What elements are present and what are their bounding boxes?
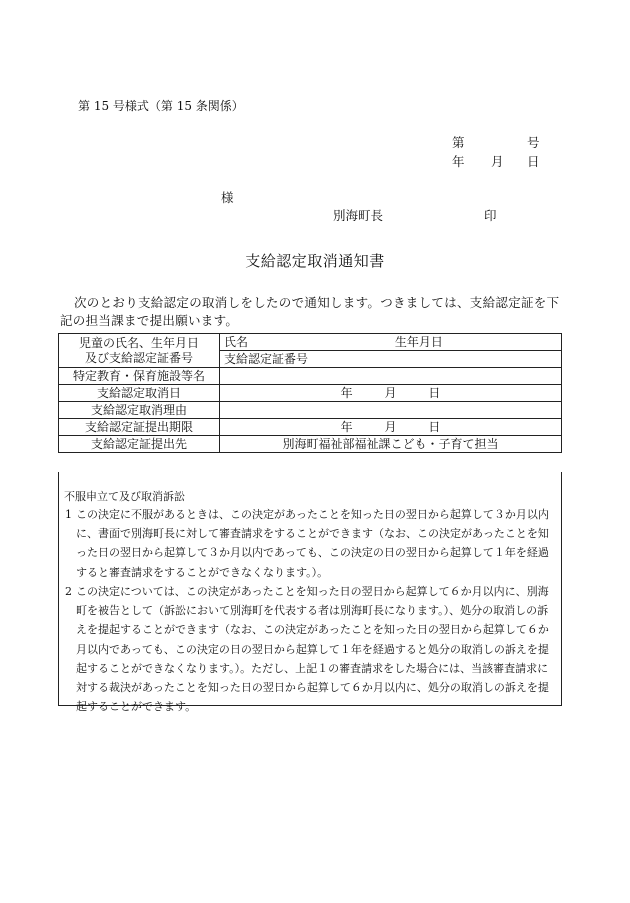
deadline-month: 月 <box>384 419 397 434</box>
cancel-reason-label: 支給認定取消理由 <box>59 402 220 419</box>
document-number-suffix: 号 <box>527 135 540 150</box>
table-row <box>59 402 562 419</box>
cert-number-label: 支給認定証番号 <box>224 351 309 366</box>
issue-date-day: 日 <box>527 154 540 169</box>
cancel-date-year: 年 <box>340 385 353 400</box>
deadline-year: 年 <box>340 419 353 434</box>
deadline-day: 日 <box>428 419 441 434</box>
table-row <box>59 436 562 453</box>
child-info-label-line1: 児童の氏名、生年月日 <box>78 335 199 350</box>
cert-number-cell[interactable] <box>220 351 562 368</box>
issue-date-year: 年 <box>452 154 465 169</box>
submit-to-label: 支給認定証提出先 <box>59 436 220 453</box>
info-table <box>58 333 562 453</box>
appeal-item-2-number: 2 <box>65 585 72 598</box>
appeal-item-2 <box>62 582 558 716</box>
submit-deadline-value[interactable] <box>220 419 562 436</box>
document-number-prefix: 第 <box>452 135 465 150</box>
appeal-item-1 <box>62 505 558 582</box>
table-row <box>59 385 562 402</box>
submit-to-value: 別海町福祉部福祉課こども・子育て担当 <box>220 436 562 453</box>
table-row <box>59 334 562 351</box>
table-row <box>59 368 562 385</box>
seal-mark: 印 <box>484 208 497 223</box>
table-row <box>59 419 562 436</box>
document-title: 支給認定取消通知書 <box>245 252 385 270</box>
child-info-label <box>59 334 220 368</box>
cancel-date-value[interactable] <box>220 385 562 402</box>
appeal-item-1-text: この決定に不服があるときは、この決定があったことを知った日の翌日から起算して３か月以内に、書面で別海町長に対して審査請求をすることができます（なお、この決定があったことを知った日の翌日から起算して３か月以内であっても、この決定の日の翌日から起算して１年を経過すると審査請求をすることができなくなります。）。 <box>76 508 549 579</box>
facility-label: 特定教育・保育施設等名 <box>59 368 220 385</box>
name-cell[interactable] <box>220 334 562 351</box>
cancel-date-month: 月 <box>384 385 397 400</box>
cancel-reason-value[interactable] <box>220 402 562 419</box>
issue-date-month: 月 <box>491 154 504 169</box>
appeal-item-2-text: この決定については、この決定があったことを知った日の翌日から起算して６か月以内に、別海町を被告として（訴訟において別海町を代表する者は別海町長になります。）、処分の取消しの訴えを提起することができます（なお、この決定があったことを知った日の翌日から起算して６か月以内であっても、この決定の日の翌日から起算して１年を経過すると処分の取消しの訴えを提起することができなくなります。）。ただし、上記１の審査請求をした場合には、当該審査請求に対する裁決があったことを知った日の翌日から起算して６か月以内に、処分の取消しの訴えを提起することができます。 <box>76 585 549 714</box>
cancel-date-day: 日 <box>428 385 441 400</box>
submit-deadline-label: 支給認定証提出期限 <box>59 419 220 436</box>
intro-paragraph: 次のとおり支給認定の取消しをしたので通知します。つきましては、支給認定証を下記の担当課まで提出願います。 <box>60 295 560 328</box>
appeal-heading: 不服申立て及び取消訴訟 <box>64 490 185 503</box>
appeal-item-1-number: 1 <box>65 508 72 521</box>
child-info-label-line2: 及び支給認定証番号 <box>84 350 193 365</box>
name-label: 氏名 <box>224 334 249 349</box>
recipient-honorific: 様 <box>221 190 234 205</box>
form-number-label: 第 15 号様式（第 15 条関係） <box>78 99 244 113</box>
facility-value[interactable] <box>220 368 562 385</box>
cancel-date-label: 支給認定取消日 <box>59 385 220 402</box>
appeal-notice-box <box>58 472 562 714</box>
issuer-name: 別海町長 <box>333 208 384 223</box>
birth-date-label: 生年月日 <box>394 334 443 349</box>
